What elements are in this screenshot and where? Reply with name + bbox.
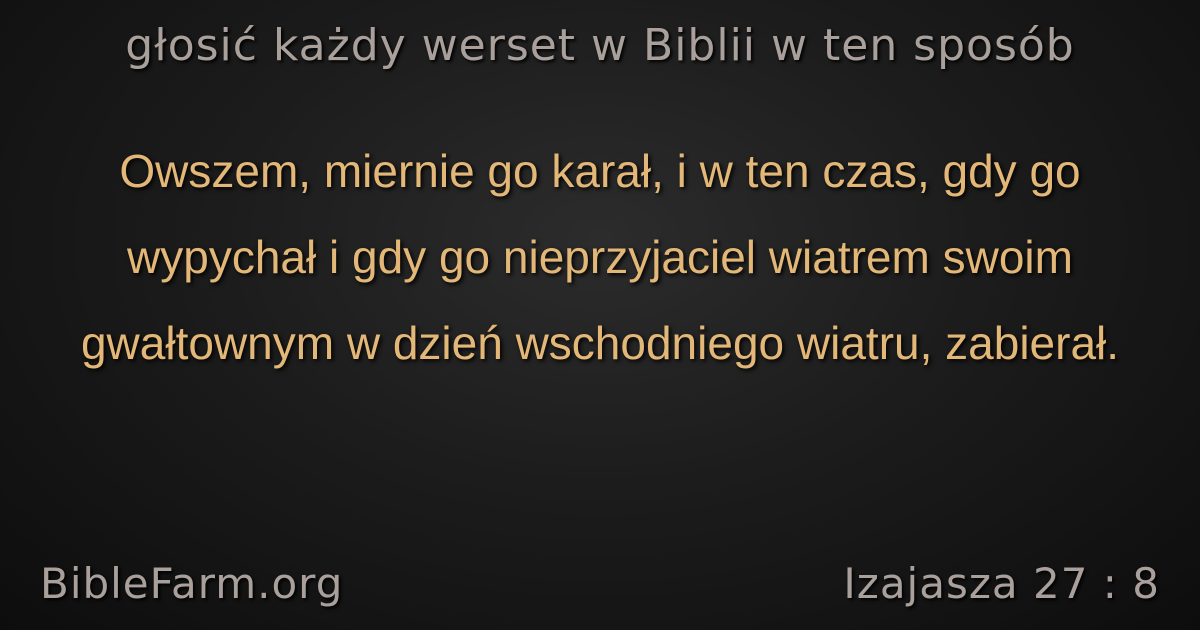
verse-text: Owszem, miernie go karał, i w ten czas, gdy go wypychał i gdy go nieprzyjaciel wiatrem swoim gwałtownym w dzień wschodniego wiatru, zabierał. [80, 145, 1120, 369]
tagline: głosić każdy werset w Biblii w ten sposób [125, 20, 1075, 71]
site-name: BibleFarm.org [40, 559, 344, 608]
verse-reference: Izajasza 27 : 8 [843, 559, 1160, 608]
